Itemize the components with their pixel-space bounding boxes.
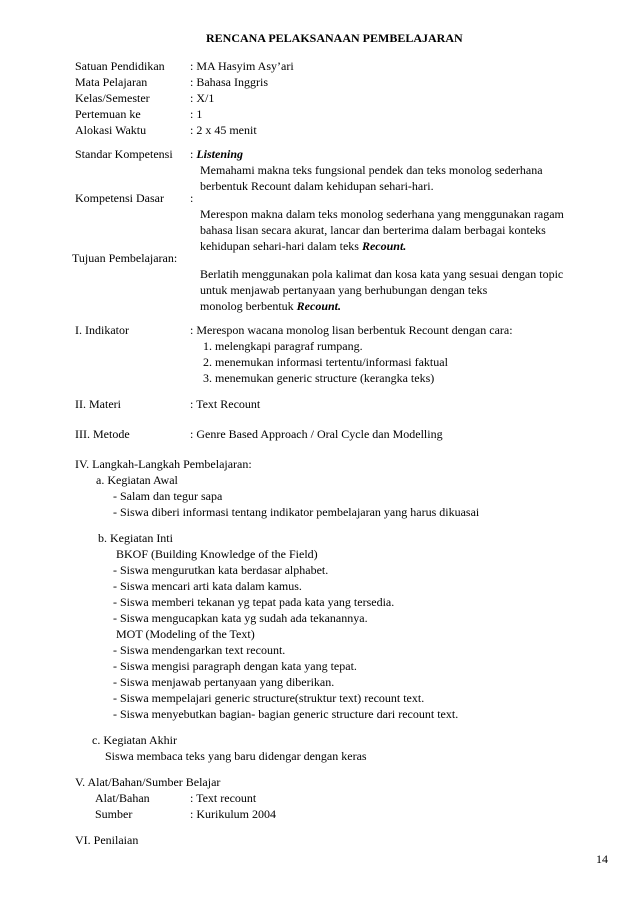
identity-label: Pertemuan ke — [75, 107, 141, 121]
kegiatan-awal-item: - Salam dan tegur sapa — [113, 489, 223, 503]
tujuan-label: Tujuan Pembelajaran: — [72, 251, 178, 265]
kompetensi-last-bold: Recount. — [361, 239, 407, 253]
standar-label: Standar Kompetensi — [75, 147, 173, 161]
materi-value: : Text Recount — [190, 397, 261, 411]
kegiatan-inti-heading: b. Kegiatan Inti — [98, 531, 173, 545]
materi-label: II. Materi — [75, 397, 121, 411]
alat-label: Alat/Bahan — [95, 791, 150, 805]
langkah-heading: IV. Langkah-Langkah Pembelajaran: — [75, 457, 252, 471]
identity-label: Alokasi Waktu — [75, 123, 147, 137]
standar-line: berbentuk Recount dalam kehidupan sehari-hari. — [200, 179, 434, 193]
bkof-item: - Siswa memberi tekanan yg tepat pada kata yang tersedia. — [113, 595, 395, 609]
tujuan-line: untuk menjawab pertanyaan yang berhubungan dengan teks — [200, 283, 488, 297]
indikator-value: : Merespon wacana monolog lisan berbentuk Recount dengan cara: — [190, 323, 513, 337]
kompetensi-line: bahasa lisan secara akurat, lancar dan berterima dalam berbagai konteks — [200, 223, 546, 237]
kegiatan-awal-heading: a. Kegiatan Awal — [96, 473, 178, 487]
bkof-item: - Siswa mengurutkan kata berdasar alphabet. — [113, 563, 329, 577]
standar-value — [190, 146, 243, 162]
alat-heading: V. Alat/Bahan/Sumber Belajar — [75, 775, 221, 789]
indikator-item: 2. menemukan informasi tertentu/informasi faktual — [203, 355, 448, 369]
kegiatan-akhir-text: Siswa membaca teks yang baru didengar dengan keras — [105, 749, 367, 763]
kompetensi-colon: : — [190, 191, 194, 205]
tujuan-last-plain: monolog berbentuk — [200, 299, 297, 313]
tujuan-line-last — [200, 298, 341, 314]
identity-label: Satuan Pendidikan — [75, 59, 165, 73]
identity-value: : 1 — [190, 107, 203, 121]
document-title: RENCANA PELAKSANAAN PEMBELAJARAN — [206, 31, 463, 45]
page-number: 14 — [596, 852, 608, 866]
alat-value: : Text recount — [190, 791, 257, 805]
mot-item: - Siswa mengisi paragraph dengan kata yang tepat. — [113, 659, 357, 673]
standar-skill: Listening — [196, 147, 244, 161]
standar-line: Memahami makna teks fungsional pendek dan teks monolog sederhana — [200, 163, 543, 177]
indikator-label: I. Indikator — [75, 323, 129, 337]
sumber-value: : Kurikulum 2004 — [190, 807, 276, 821]
identity-label: Kelas/Semester — [75, 91, 150, 105]
kompetensi-line-last — [200, 238, 406, 254]
metode-label: III. Metode — [75, 427, 130, 441]
identity-value: : Bahasa Inggris — [190, 75, 268, 89]
kompetensi-line: Merespon makna dalam teks monolog sederhana yang menggunakan ragam — [200, 207, 564, 221]
bkof-item: - Siswa mencari arti kata dalam kamus. — [113, 579, 302, 593]
identity-value: : MA Hasyim Asy’ari — [190, 59, 294, 73]
identity-value: : 2 x 45 menit — [190, 123, 257, 137]
kegiatan-awal-item: - Siswa diberi informasi tentang indikator pembelajaran yang harus dikuasai — [113, 505, 480, 519]
indikator-item: 1. melengkapi paragraf rumpang. — [203, 339, 363, 353]
penilaian-heading: VI. Penilaian — [75, 833, 139, 847]
indikator-item: 3. menemukan generic structure (kerangka teks) — [203, 371, 435, 385]
mot-item: - Siswa mendengarkan text recount. — [113, 643, 286, 657]
kompetensi-label: Kompetensi Dasar — [75, 191, 164, 205]
identity-label: Mata Pelajaran — [75, 75, 148, 89]
standar-colon: : — [190, 147, 194, 161]
kegiatan-akhir-heading: c. Kegiatan Akhir — [92, 733, 177, 747]
tujuan-last-bold: Recount. — [296, 299, 341, 313]
mot-item: - Siswa menyebutkan bagian- bagian generic structure dari recount text. — [113, 707, 459, 721]
sumber-label: Sumber — [95, 807, 133, 821]
bkof-item: - Siswa mengucapkan kata yg sudah ada tekanannya. — [113, 611, 368, 625]
identity-value: : X/1 — [190, 91, 215, 105]
mot-item: - Siswa mempelajari generic structure(struktur text) recount text. — [113, 691, 425, 705]
metode-value: : Genre Based Approach / Oral Cycle dan Modelling — [190, 427, 443, 441]
tujuan-line: Berlatih menggunakan pola kalimat dan kosa kata yang sesuai dengan topic — [200, 267, 564, 281]
mot-item: - Siswa menjawab pertanyaan yang diberikan. — [113, 675, 335, 689]
kompetensi-last-plain: kehidupan sehari-hari dalam teks — [200, 239, 362, 253]
bkof-heading: BKOF (Building Knowledge of the Field) — [116, 547, 318, 561]
mot-heading: MOT (Modeling of the Text) — [116, 627, 255, 641]
